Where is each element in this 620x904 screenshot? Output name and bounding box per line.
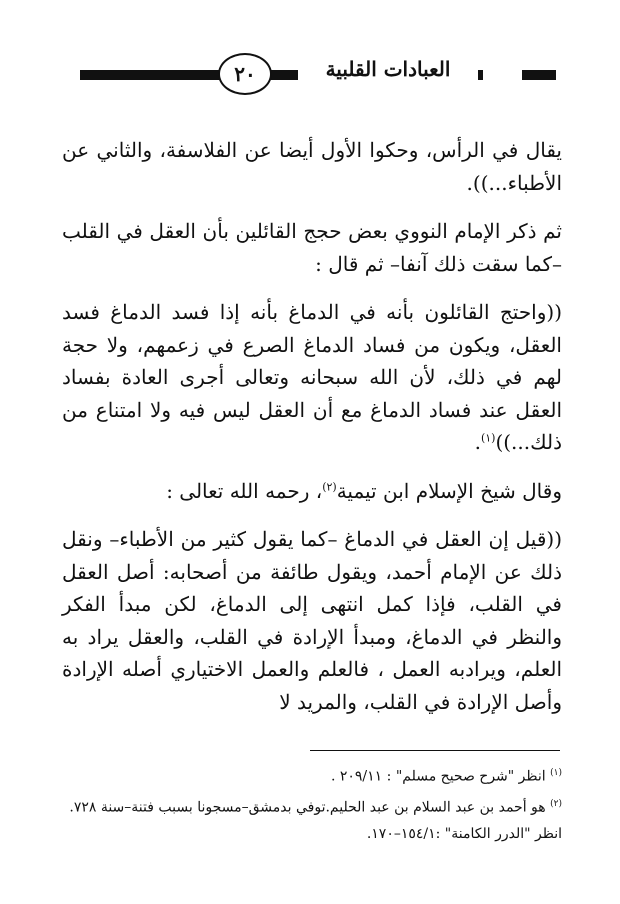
body-text — [62, 134, 562, 718]
footnote-separator — [310, 750, 560, 751]
page-number: ٢٠ — [218, 53, 272, 95]
footnote-text-1: انظر "شرح صحيح مسلم" : ٢٠٩/١١ . — [330, 768, 546, 785]
footnote-2 — [58, 791, 562, 849]
attribution-text: وقال شيخ الإسلام ابن تيمية — [336, 478, 562, 503]
page-header — [58, 52, 558, 96]
paragraph-2: ثم ذكر الإمام النووي بعض حجج القائلين بأن العقل في القلب –كما سقت ذلك آنفا– ثم قال : — [62, 219, 562, 276]
paragraph-5: ((قيل إن العقل في الدماغ –كما يقول كثير من الأطباء– ونقل ذلك عن الإمام أحمد، ويقول طائفة من أصحابه: أصل العقل في القلب، فإذا كمل انتهى إلى الدماغ، لكن مبدأ الفكر والنظر في الدماغ، ومبدأ الإرادة في القلب، والعقل يراد به العلم، ويرادبه العمل ، فالعلم والعمل الاختياري أصله الإرادة وأصل الإرادة في القلب، والمريد لا — [62, 527, 562, 714]
paragraph-1: يقال في الرأس، وحكوا الأول أيضا عن الفلاسفة، والثاني عن الأطباء...)). — [62, 138, 562, 195]
attribution-suffix: ، رحمه الله تعالى : — [166, 478, 323, 503]
footnote-ref-2: (٢) — [322, 479, 337, 493]
footnote-marker-1: (١) — [550, 768, 562, 778]
footnote-marker-2: (٢) — [550, 798, 562, 809]
footnotes — [58, 760, 562, 848]
running-title: العبادات القلبية — [298, 57, 478, 81]
footnote-1 — [58, 760, 562, 791]
paragraph-3: ((واحتج القائلون بأنه في الدماغ بأنه إذا فسد الدماغ فسد العقل، ويكون من فساد الدماغ الصرع في زعمهم، ولا حجة لهم في ذلك، لأن الله سبحانه وتعالى أجرى العادة بفساد العقل عند فساد الدماغ مع أن العقل ليس فيه ولا امتناع من ذلك...))$^{(١)}$. — [62, 300, 562, 454]
footnote-text-2: هو أحمد بن عبد السلام بن عبد الحليم.توفي بدمشق–مسجونا بسبب فتنة–سنة ٧٢٨. انظر "الدرر الكامنة" :١٥٤/١–١٧٠. — [69, 799, 562, 843]
nawawi-quote: ((واحتج القائلون بأنه في الدماغ بأنه إذا فسد الدماغ فسد العقل، ويكون من فساد الدماغ الصرع في زعمهم، ولا حجة لهم في ذلك، لأن الله سبحانه وتعالى أجرى العادة بفساد العقل عند فساد الدماغ مع أن العقل ليس فيه ولا امتناع من ذلك...)) — [62, 300, 562, 454]
header-rule-left — [80, 70, 220, 80]
footnote-ref-1: (١) — [480, 431, 496, 445]
paragraph-4 — [62, 475, 562, 508]
header-rule-right — [522, 70, 556, 80]
